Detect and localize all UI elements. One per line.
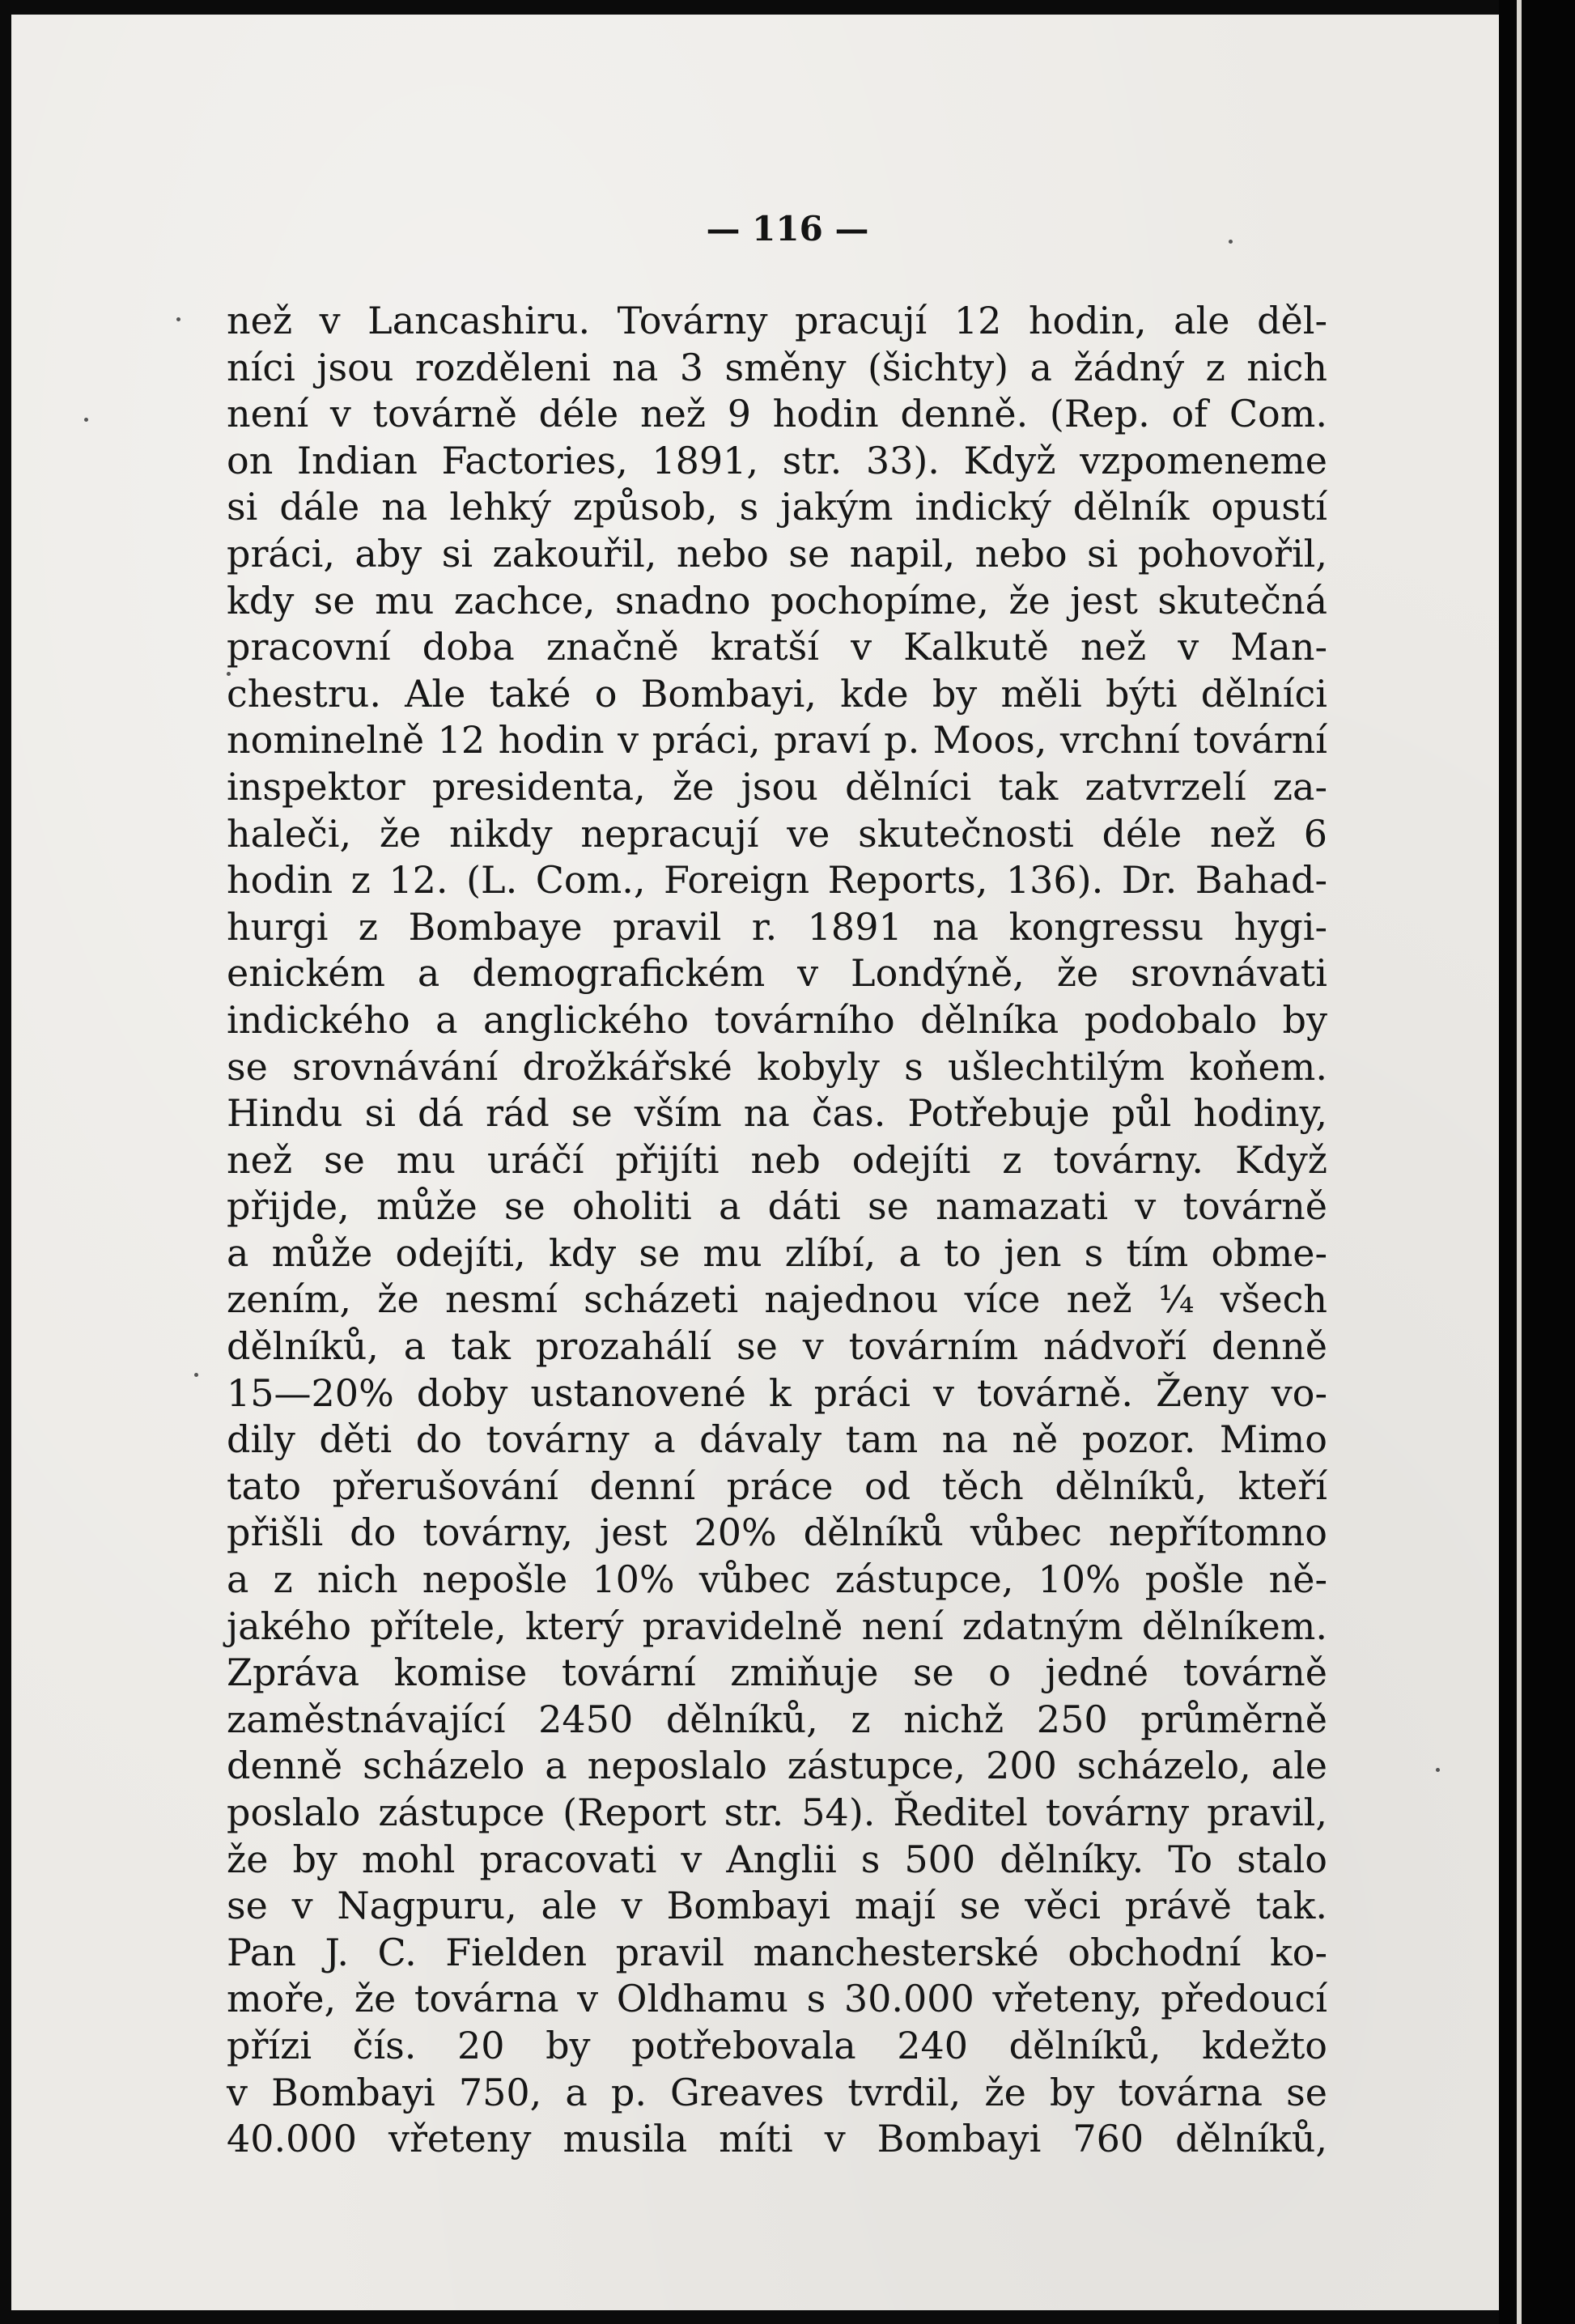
text-line: kdy se mu zachce, snadno pochopíme, že jest skutečná — [227, 578, 1327, 622]
text-line: přijde, může se oholiti a dáti se namazati v továrně — [227, 1184, 1327, 1229]
scan-right-border — [1499, 0, 1575, 2324]
page-number: — 116 — — [706, 209, 869, 249]
text-line: indického a anglického továrního dělníka podobalo by — [227, 997, 1327, 1042]
text-line: on Indian Factories, 1891, str. 33). Když vzpomeneme — [227, 438, 1327, 482]
body-text — [227, 298, 1327, 2163]
dust-speck — [176, 317, 180, 321]
text-line: tato přerušování denní práce od těch dělníků, kteří — [227, 1464, 1327, 1508]
text-line: hurgi z Bombaye pravil r. 1891 na kongressu hygi- — [227, 904, 1327, 949]
text-line: denně scházelo a neposlalo zástupce, 200 scházelo, ale — [227, 1744, 1327, 1788]
text-line: zením, že nesmí scházeti najednou více než ¼ všech — [227, 1277, 1327, 1322]
text-line: poslalo zástupce (Report str. 54). Ředitel továrny pravil, — [227, 1791, 1327, 1834]
text-line: enickém a demografickém v Londýně, že srovnávati — [227, 951, 1327, 996]
text-line: moře, že továrna v Oldhamu s 30.000 vřeteny, předoucí — [227, 1977, 1327, 2021]
text-line: práci, aby si zakouřil, nebo se napil, nebo si pohovořil, — [227, 531, 1327, 576]
text-line: inspektor presidenta, že jsou dělníci tak zatvrzelí za- — [227, 764, 1327, 809]
text-line: 40.000 vřeteny musila míti v Bombayi 760 dělníků, — [227, 2117, 1327, 2161]
text-line: přízi čís. 20 by potřebovala 240 dělníků, kdežto — [227, 2023, 1327, 2067]
text-line: Hindu si dá rád se vším na čas. Potřebuje půl hodiny, — [227, 1091, 1327, 1136]
text-line: Pan J. C. Fielden pravil manchesterské obchodní ko- — [227, 1930, 1327, 1974]
text-line: nominelně 12 hodin v práci, praví p. Moos, vrchní tovární — [227, 718, 1327, 763]
text-line: a může odejíti, kdy se mu zlíbí, a to jen s tím obme- — [227, 1230, 1327, 1275]
text-line: se srovnávání drožkářské kobyly s ušlechtilým koňem. — [227, 1044, 1327, 1089]
text-line: se v Nagpuru, ale v Bombayi mají se věci právě tak. — [227, 1884, 1327, 1928]
text-line: jakého přítele, který pravidelně není zdatným dělníkem. — [227, 1604, 1327, 1648]
dust-speck — [84, 418, 88, 422]
text-line: níci jsou rozděleni na 3 směny (šichty) a žádný z nich — [227, 345, 1327, 389]
text-line: není v továrně déle než 9 hodin denně. (Rep. of Com. — [227, 392, 1327, 436]
text-line: hodin z 12. (L. Com., Foreign Reports, 136). Dr. Bahad- — [227, 858, 1327, 903]
text-line: v Bombayi 750, a p. Greaves tvrdil, že by továrna se — [227, 2070, 1327, 2114]
text-line: haleči, že nikdy nepracují ve skutečnosti déle než 6 — [227, 811, 1327, 856]
dust-speck — [1436, 1768, 1440, 1772]
page-edge-stripe — [1517, 0, 1522, 2324]
text-line: že by mohl pracovati v Anglii s 500 dělníky. To stalo — [227, 1837, 1327, 1881]
text-line: dělníků, a tak prozahálí se v továrním nádvoří denně — [227, 1324, 1327, 1369]
text-line: zaměstnávající 2450 dělníků, z nichž 250 průměrně — [227, 1697, 1327, 1741]
text-line: než v Lancashiru. Továrny pracují 12 hodin, ale děl- — [227, 299, 1327, 342]
text-line: než se mu uráčí přijíti neb odejíti z továrny. Když — [227, 1137, 1327, 1182]
text-line: Zpráva komise tovární zmiňuje se o jedné továrně — [227, 1651, 1327, 1695]
text-line: a z nich nepošle 10% vůbec zástupce, 10% pošle ně- — [227, 1557, 1327, 1602]
dust-speck — [194, 1373, 198, 1377]
text-line: chestru. Ale také o Bombayi, kde by měli býti dělníci — [227, 671, 1327, 716]
text-line: 15—20% doby ustanovené k práci v továrně. Ženy vo- — [227, 1370, 1327, 1415]
text-line: dily děti do továrny a dávaly tam na ně pozor. Mimo — [227, 1417, 1327, 1462]
text-line: pracovní doba značně kratší v Kalkutě než v Man- — [227, 625, 1327, 669]
text-line: si dále na lehký způsob, s jakým indický dělník opustí — [227, 485, 1327, 529]
text-line: přišli do továrny, jest 20% dělníků vůbec nepřítomno — [227, 1510, 1327, 1555]
